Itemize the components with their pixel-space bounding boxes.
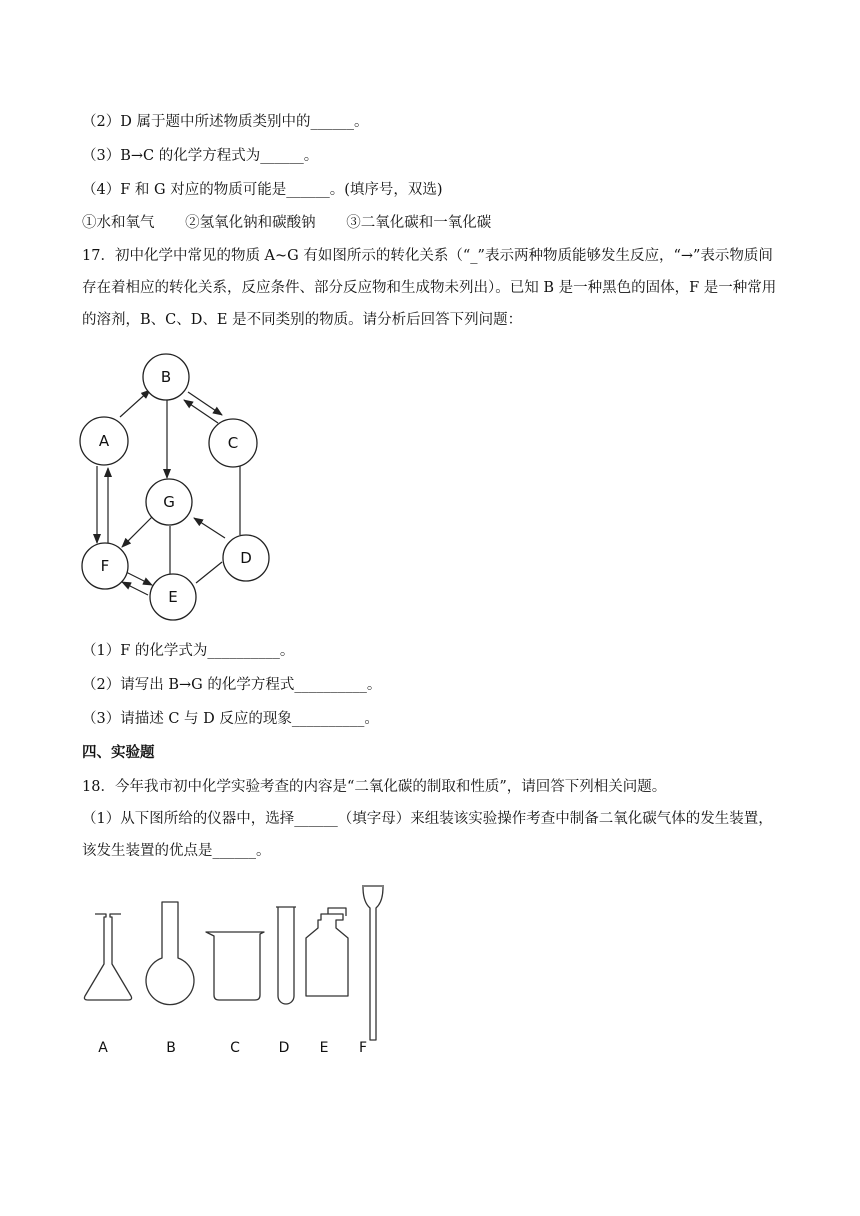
- edge-g-f: [122, 517, 152, 547]
- edge-d-e: [196, 562, 222, 583]
- q16-options: [82, 213, 517, 233]
- round-flask-b: [146, 902, 194, 1005]
- edge-b-c: [188, 392, 222, 415]
- q18-stem: 18．今年我市初中化学实验考查的内容是“二氧化碳的制取和性质”，请回答下列相关问题。: [82, 779, 667, 795]
- node-label-c: C: [227, 434, 239, 452]
- edge-d-g: [194, 518, 225, 538]
- q17-sub3: （3）请描述 C 与 D 反应的现象__________。: [82, 711, 379, 727]
- apparatus-label-c: C: [230, 1040, 240, 1056]
- section-title: 四、实验题: [82, 745, 155, 761]
- edge-e-f: [122, 582, 148, 595]
- q17-stem: 17．初中化学中常见的物质 A~G 有如图所示的转化关系（“_”表示两种物质能够发生反应，“→”表示物质间存在着相应的转化关系，反应条件、部分反应物和生成物未列出）。已知 B 是一种黑色的固体，F 是一种常用的溶剂，B、C、D、E 是不同类别的物质。请分析后回答下列问题：: [82, 248, 777, 328]
- node-label-a: A: [98, 432, 110, 450]
- apparatus-label-d: D: [278, 1040, 290, 1056]
- edge-a-b: [120, 390, 150, 417]
- q16-option-3: ③二氧化碳和一氧化碳: [346, 215, 492, 231]
- node-label-b: B: [160, 368, 172, 386]
- edge-c-b: [184, 400, 218, 423]
- q16-option-1: ①水和氧气: [82, 215, 155, 231]
- apparatus-label-b: B: [166, 1040, 176, 1056]
- node-label-g: G: [163, 493, 175, 511]
- beaker-c: [206, 932, 264, 1000]
- apparatus-label-e: E: [319, 1040, 329, 1056]
- node-label-e: E: [168, 588, 178, 606]
- q17-sub2: （2）请写出 B→G 的化学方程式__________。: [82, 677, 382, 693]
- node-label-f: F: [100, 557, 110, 575]
- test-tube-d: [276, 907, 296, 1004]
- q16-sub4: （4）F 和 G 对应的物质可能是______。(填序号，双选): [82, 182, 443, 198]
- q16-option-2: ②氢氧化钠和碳酸钠: [185, 215, 316, 231]
- q16-sub2: （2）D 属于题中所述物质类别中的______。: [82, 114, 369, 130]
- apparatus-illustration: [78, 880, 398, 1065]
- q18-sub1: （1）从下图所给的仪器中，选择______（填字母）来组装该实验操作考查中制备二氧化碳气体的发生装置，该发生装置的优点是______。: [82, 811, 773, 859]
- apparatus-label-f: F: [358, 1040, 368, 1056]
- node-label-d: D: [240, 549, 252, 567]
- reagent-bottle-e: [306, 914, 348, 996]
- edge-f-e: [124, 571, 152, 585]
- q17-sub1: （1）F 的化学式为__________。: [82, 643, 295, 659]
- funnel-f: [362, 886, 384, 1040]
- q17-conversion-diagram: [70, 345, 290, 635]
- apparatus-label-a: A: [98, 1040, 108, 1056]
- conical-flask-a: [84, 914, 131, 1000]
- q16-sub3: （3）B→C 的化学方程式为______。: [82, 148, 319, 164]
